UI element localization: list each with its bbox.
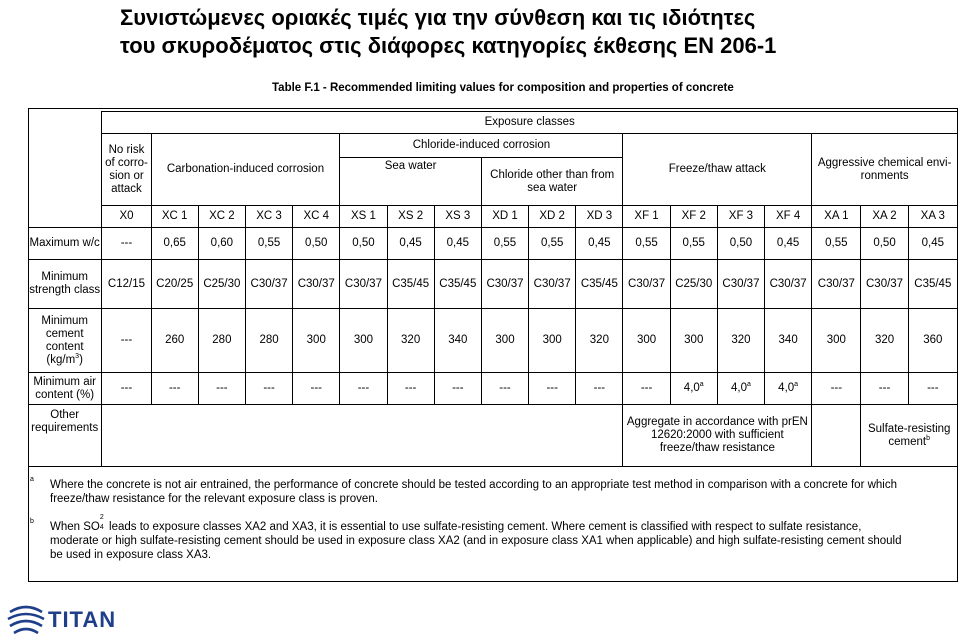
footnote-b: When SO 2 4 leads to exposure classes XA2 and XA3, it is essential to use sulfate-resisting cement. Where cement is classified with respect to sulfate resistance, moderate or high sulfate-resisting cement should be used in exposure class XA2 (and in exposure class XA1 when applicable) and high sulfate-resisting cement should be used in exposure class XA3.: [50, 514, 902, 561]
class-code: XD 1: [481, 206, 528, 228]
table-cell: C30/37: [481, 260, 528, 309]
table-cell: ---: [434, 373, 481, 405]
table-cell: 0,55: [623, 228, 670, 260]
table-cell: 340: [434, 309, 481, 373]
table-cell: C12/15: [102, 260, 151, 309]
table-cell: ---: [151, 373, 198, 405]
header-chloride-other: Chloride other than from sea water: [481, 158, 623, 206]
table-cell: 0,50: [293, 228, 340, 260]
limiting-values-table: [28, 111, 958, 467]
table-cell: C30/37: [245, 260, 292, 309]
freeze-thaw-requirement: Aggregate in accordance with prEN 12620:2000 with sufficient freeze/thaw resistance: [623, 405, 812, 467]
row-label-max-wc: Maximum w/c: [28, 228, 102, 260]
table-cell: 0,50: [861, 228, 908, 260]
table-cell: ---: [102, 373, 151, 405]
table-cell: C30/37: [717, 260, 764, 309]
table-cell: 300: [293, 309, 340, 373]
table-cell: 0,45: [576, 228, 623, 260]
row-label-min-cement: Minimum cement content $(kg/m^3)$: [28, 309, 102, 373]
class-code: XS 1: [340, 206, 387, 228]
class-code: XC 2: [198, 206, 245, 228]
row-label-other: Other requirements: [28, 405, 102, 467]
header-exposure-classes: Exposure classes: [102, 112, 958, 134]
header-no-risk: No risk of corro- sion or attack: [102, 134, 151, 206]
table-cell: ---: [102, 228, 151, 260]
class-code: XD 2: [529, 206, 576, 228]
table-cell: C30/37: [340, 260, 387, 309]
table-cell: 4,0$^a$: [717, 373, 764, 405]
table-cell: ---: [529, 373, 576, 405]
table-cell: 0,50: [340, 228, 387, 260]
class-code: XS 3: [434, 206, 481, 228]
table-cell: 320: [861, 309, 908, 373]
table-cell: C30/37: [623, 260, 670, 309]
class-code: XF 4: [765, 206, 812, 228]
table-cell: C35/45: [434, 260, 481, 309]
class-code: XC 1: [151, 206, 198, 228]
slide-title-line-2: του σκυροδέματος στις διάφορες κατηγορίες έκθεσης EN 206-1: [120, 33, 777, 58]
slide-title: [120, 4, 950, 60]
footnote-b-mark: b: [30, 518, 34, 525]
table-cell: C25/30: [670, 260, 717, 309]
table-cell: 280: [245, 309, 292, 373]
table-cell: 0,60: [198, 228, 245, 260]
class-code: XC 3: [245, 206, 292, 228]
table-cell: 300: [670, 309, 717, 373]
table-cell: C35/45: [387, 260, 434, 309]
table-cell: 0,45: [765, 228, 812, 260]
table-cell: ---: [102, 309, 151, 373]
table-cell: ---: [576, 373, 623, 405]
table-row: [28, 260, 958, 309]
table-row: [28, 405, 958, 467]
table-row: [28, 309, 958, 373]
class-codes-row: [28, 206, 958, 228]
table-cell: C25/30: [198, 260, 245, 309]
table-caption: Table F.1 - Recommended limiting values for composition and properties of concrete: [272, 82, 734, 94]
row-label-min-air: Minimum air content (%): [28, 373, 102, 405]
header-chloride: Chloride-induced corrosion: [340, 134, 623, 158]
class-code: XA 3: [908, 206, 957, 228]
table-cell: ---: [387, 373, 434, 405]
table-cell: C35/45: [576, 260, 623, 309]
header-aggressive-chemical: Aggressive chemical envi- ronments: [812, 134, 958, 206]
table-cell-empty: [812, 405, 861, 467]
class-code: XF 2: [670, 206, 717, 228]
class-code: XS 2: [387, 206, 434, 228]
table-cell: 0,55: [529, 228, 576, 260]
table-cell: 0,45: [387, 228, 434, 260]
table-row: [28, 228, 958, 260]
table-cell: ---: [340, 373, 387, 405]
table-cell: 300: [481, 309, 528, 373]
header-freeze-thaw: Freeze/thaw attack: [623, 134, 812, 206]
class-code: XA 2: [861, 206, 908, 228]
footnote-a: Where the concrete is not air entrained, the performance of concrete should be tested according to an appropriate test method in comparison with a concrete for which freeze/thaw resistance for the relevant exposure class is proven.: [50, 479, 897, 505]
table-row: [28, 373, 958, 405]
class-code: XF 1: [623, 206, 670, 228]
sulfate-requirement: Sulfate-resisting cement$^b$: [861, 405, 958, 467]
class-code: XF 3: [717, 206, 764, 228]
table-cell: ---: [861, 373, 908, 405]
table-cell: 340: [765, 309, 812, 373]
table-cell: 320: [717, 309, 764, 373]
table-cell: 0,45: [434, 228, 481, 260]
table-cell: 300: [812, 309, 861, 373]
table-cell: ---: [198, 373, 245, 405]
table-cell: ---: [293, 373, 340, 405]
table-cell: 300: [529, 309, 576, 373]
header-sea-water: Sea water: [340, 158, 482, 206]
table-cell: ---: [908, 373, 957, 405]
table-cell: 0,55: [812, 228, 861, 260]
class-code: XC 4: [293, 206, 340, 228]
table-cell: ---: [623, 373, 670, 405]
table-cell: 320: [387, 309, 434, 373]
table-cell: 0,55: [670, 228, 717, 260]
table-cell: 0,65: [151, 228, 198, 260]
table-cell: 0,55: [245, 228, 292, 260]
table-cell: 0,45: [908, 228, 957, 260]
table-cell: 260: [151, 309, 198, 373]
table-cell: 0,55: [481, 228, 528, 260]
table-cell: 300: [340, 309, 387, 373]
header-carbonation: Carbonation-induced corrosion: [151, 134, 340, 206]
table-cell: 280: [198, 309, 245, 373]
table-cell: C20/25: [151, 260, 198, 309]
table-cell: 4,0$^a$: [765, 373, 812, 405]
table-cell: 360: [908, 309, 957, 373]
table-cell: 320: [576, 309, 623, 373]
table-cell: C30/37: [293, 260, 340, 309]
table-cell-empty: [102, 405, 623, 467]
table-cell: C30/37: [861, 260, 908, 309]
table-cell: 0,50: [717, 228, 764, 260]
footnote-a-mark: a: [30, 476, 34, 483]
table-cell: ---: [812, 373, 861, 405]
table-cell: C35/45: [908, 260, 957, 309]
table-cell: ---: [245, 373, 292, 405]
table-cell: C30/37: [529, 260, 576, 309]
class-code: XA 1: [812, 206, 861, 228]
table-cell: 4,0$^a$: [670, 373, 717, 405]
table-cell: C30/37: [765, 260, 812, 309]
table-cell: C30/37: [812, 260, 861, 309]
brand-name: TITAN: [48, 607, 117, 632]
class-code: X0: [102, 206, 151, 228]
corner-blank: [28, 112, 102, 134]
class-code: XD 3: [576, 206, 623, 228]
slide-title-line-1: Συνιστώμενες οριακές τιμές για την σύνθεση και τις ιδιότητες: [120, 5, 756, 30]
row-label-min-strength: Minimum strength class: [28, 260, 102, 309]
table-cell: ---: [481, 373, 528, 405]
table-cell: 300: [623, 309, 670, 373]
